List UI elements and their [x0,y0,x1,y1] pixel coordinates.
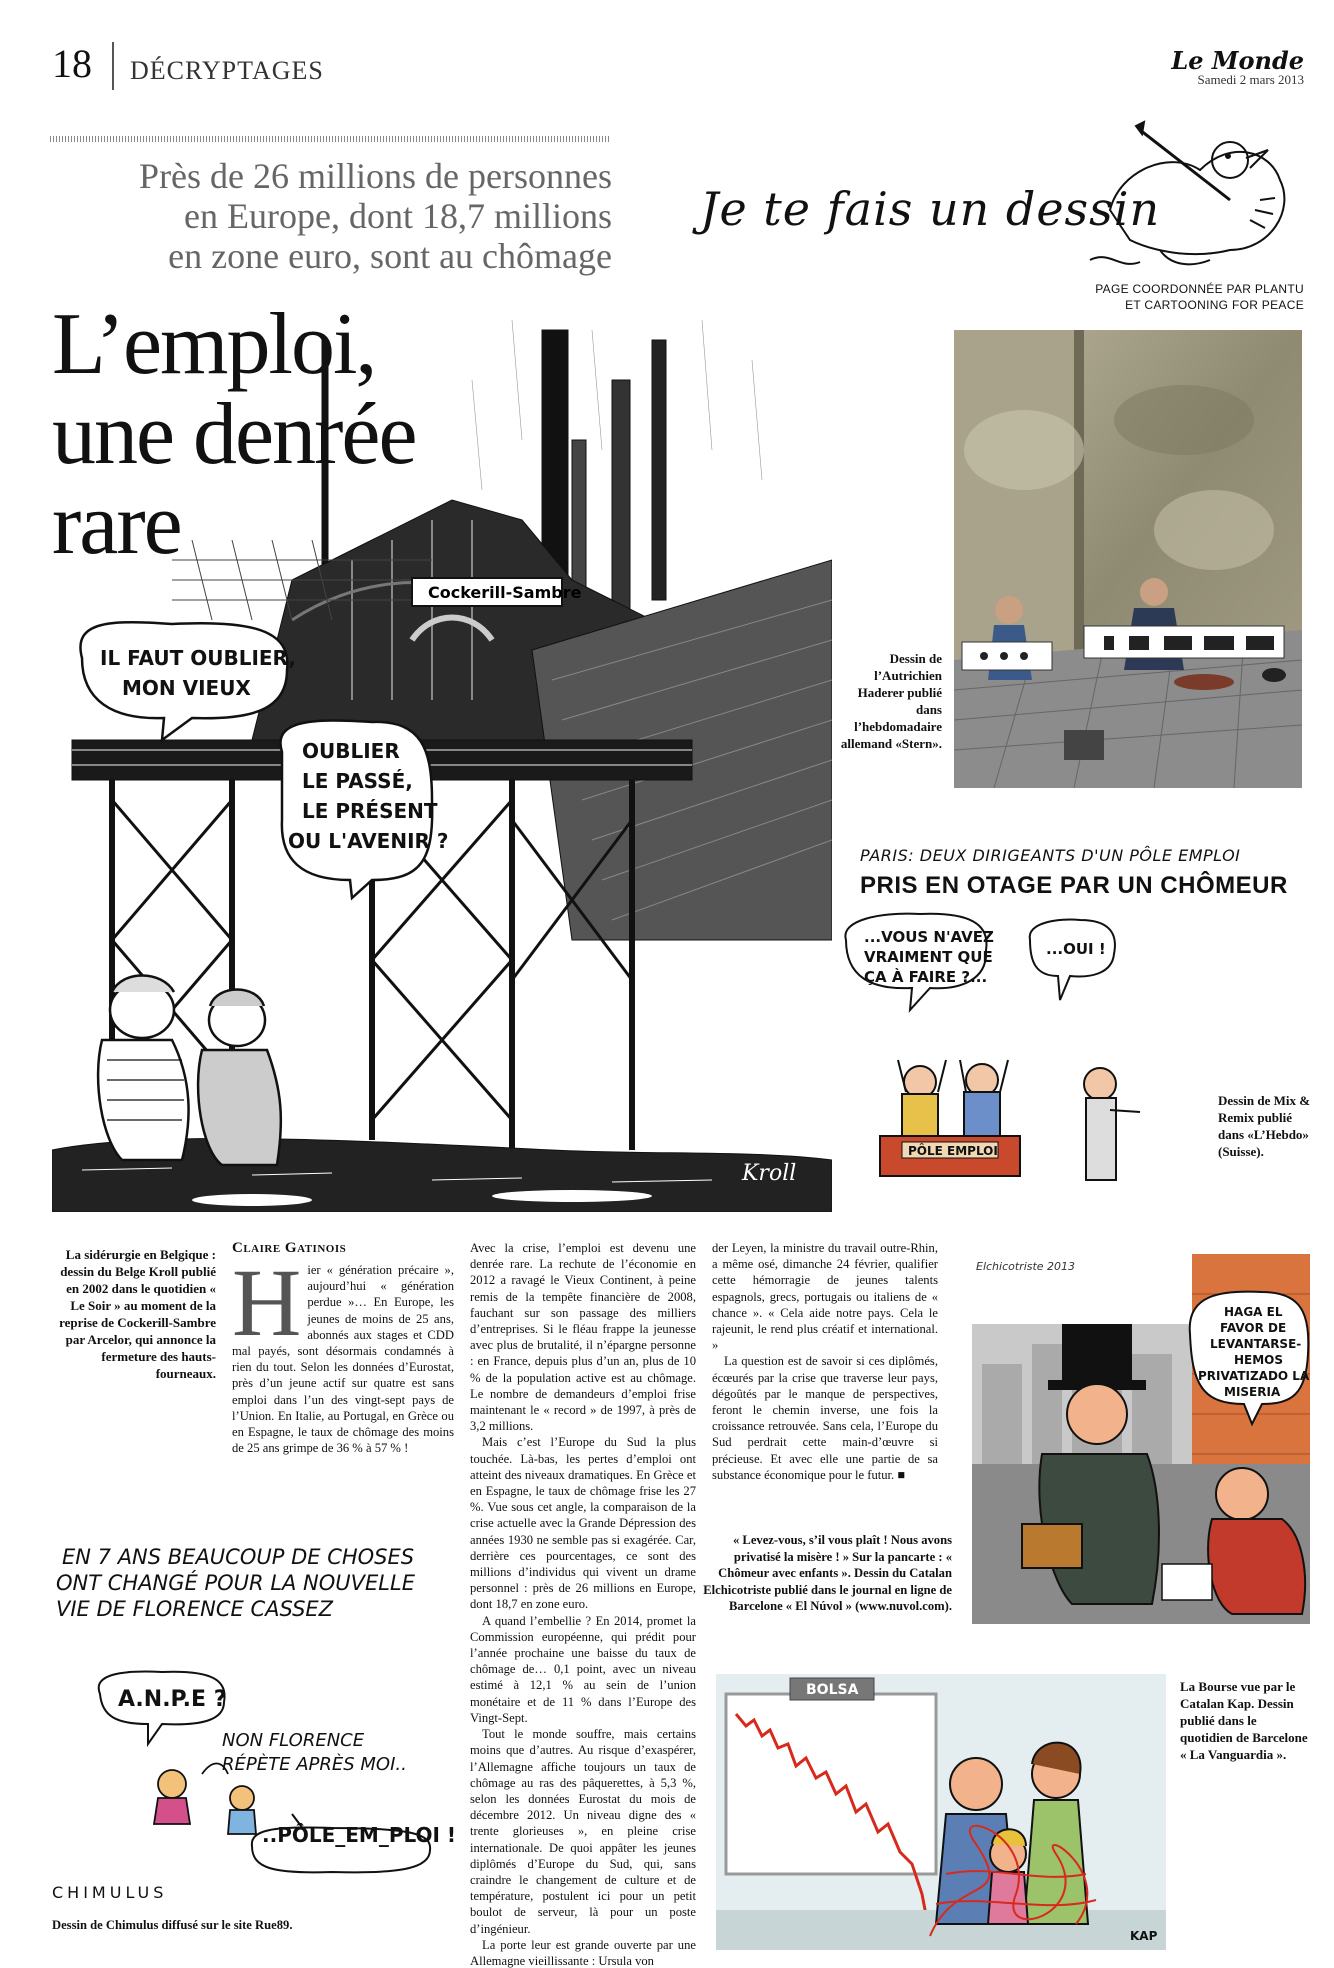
cartoon-header-line: ONT CHANGÉ POUR LA NOUVELLE [56,1571,415,1595]
bubble-text: OUBLIER [302,739,400,763]
elchicotriste-cartoon [962,1254,1310,1624]
kap-cartoon [716,1674,1166,1950]
cartoon-title: PRIS EN OTAGE PAR UN CHÔMEUR [860,872,1288,899]
artist-signature: CHIMULUS [52,1883,168,1902]
bubble-text: MON VIEUX [122,676,251,700]
bubble-text: ...OUI ! [1046,940,1106,958]
bubble-text: HEMOS [1234,1353,1284,1367]
header-divider [112,42,114,90]
chimulus-cartoon [52,1534,472,1910]
artist-credit: Elchicotriste 2013 [976,1260,1076,1273]
paragraph: Tout le monde souffre, mais certains moins que d’autres. Au risque d’exaspérer, l’Allemagne affiche toujours un taux de chômage au ras des pâquerettes, à 5,3 %, selon les données Eurostat du mois de décembre 2012. Un niveau digne des « trente glorieuses », en pleine crise internationale. De quoi appâter les jeunes diplômés d’Europe du Sud, qui, sans craindre le changement de culture et de température, postulent ici pour un petit boulot de serveur, là pour un poste d’ingénieur. [470,1727,696,1936]
drop-cap: H [232,1249,302,1356]
coordination-credit: ET CARTOONING FOR PEACE [1125,298,1304,312]
bubble-text: OU L'AVENIR ? [288,829,449,853]
feature-title: Je te fais un dessin [700,182,1161,236]
coordination-credit: PAGE COORDONNÉE PAR PLANTU [1095,282,1304,296]
paragraph: La porte leur est grande ouverte par une Allemagne vieillissante : Ursula von [470,1937,696,1968]
bubble-text: VRAIMENT QUE [864,948,993,966]
bubble-text: MISERIA [1224,1385,1281,1399]
paragraph: ier « génération précaire », aujourd’hui « génération perdue »… En Europe, les jeunes de moins de 25 ans, abonnés aux stages et CDD mal payés, sont désormais condamnés à rien du tout. Selon les données d’Eurostat, près d’un jeune actif sur quatre est sans emploi dans l’un des vingt-sept pays de l’Union. En Italie, au Portugal, en Grèce ou en Espagne, le taux de chômage des moins de 25 ans grimpe de 36 % à 57 % ! [232,1263,454,1456]
bubble-text: LEVANTARSE- [1210,1337,1302,1351]
bubble-text: NON FLORENCE [222,1730,365,1751]
headline-line: L’emploi, [52,296,376,393]
article-column-3 [712,1240,938,1483]
artist-signature: KAP [1130,1929,1158,1943]
subtitle [52,156,612,276]
subtitle-line: Près de 26 millions de personnes [139,156,612,196]
bubble-text: ÇA À FAIRE ?... [864,968,988,986]
desk-sign: PÔLE EMPLOI [908,1144,998,1158]
headline [52,296,512,573]
headline-line: rare [52,476,181,573]
paragraph: La question est de savoir si ces diplômés, écœurés par la crise que traverse leur pays, dégoûtés par le manque de perspectives, feront le chemin inverse, une fois la croissance retrouvée. Sans cela, l’Europe du Sud perdrait cette main-d’œuvre si précieuse. Et avec elle une partie de sa substance économique pour le futur. ■ [712,1354,938,1482]
top-rule [50,136,610,142]
chimulus-caption: Dessin de Chimulus diffusé sur le site Rue89. [52,1918,293,1932]
bubble-text: IL FAUT OUBLIER, [100,646,296,670]
kroll-caption: La sidérurgie en Belgique : dessin du Belge Kroll publié en 2002 dans le quotidien « Le Soir » au moment de la reprise de Cockerill-Sambre par Arcelor, qui annonce la fermeture des hauts-fourneaux. [59,1247,216,1381]
bird-with-pencil-illustration [1080,100,1310,275]
masthead-logo: Le Monde [1171,46,1304,75]
article-column-1 [232,1249,454,1456]
haderer-caption: Dessin de l’Autrichien Haderer publié dans l’hebdomadaire allemand «Stern». [840,651,942,751]
page-number: 18 [52,41,92,86]
bubble-text: LE PRÉSENT [302,799,438,823]
byline: Claire Gatinois [232,1240,347,1256]
paragraph: Avec la crise, l’emploi est devenu une denrée rare. La rechute de l’économie en 2012 a ravagé le Vieux Continent, à peine remis de la tempête financière de 2008, fauchant sur son passage des milliers d’entreprises. Si le fléau frappe la jeunesse avec plus de brutalité, il n’épargne personne : en France, depuis plus d’un an, plus de 10 % de la population active est au chômage. Le nombre de demandeurs d’emploi frise maintenant le « record » de 1997, à près de 3,2 millions. [470,1241,696,1434]
article-column-2 [470,1240,696,1968]
subtitle-line: en zone euro, sont au chômage [168,236,612,276]
bubble-text: ...VOUS N'AVEZ [864,928,994,946]
kap-caption: La Bourse vue par le Catalan Kap. Dessin publié dans le quotidien de Barcelone « La Vanguardia ». [1180,1679,1308,1762]
artist-signature: Kroll [742,1161,797,1186]
bubble-text: RÉPÈTE APRÈS MOI.. [222,1754,407,1775]
cartoon-header-line: VIE DE FLORENCE CASSEZ [56,1597,334,1621]
bubble-text: PRIVATIZADO LA [1198,1369,1310,1383]
elchicotriste-caption: « Levez-vous, s’il vous plaît ! Nous avons privatisé la misère ! » Sur la pancarte : « Chômeur avec enfants ». Dessin du Catalan Elchicotriste publié dans le journal en ligne de Barcelone « El Núvol » (www.nuvol.com). [703,1533,952,1613]
cartoon-title: PARIS: DEUX DIRIGEANTS D'UN PÔLE EMPLOI [860,846,1241,865]
mix-caption: Dessin de Mix & Remix publié dans «L’Hebdo» (Suisse). [1218,1093,1311,1159]
bubble-text: A.N.P.E ? [118,1687,227,1712]
bubble-text: FAVOR DE [1220,1321,1287,1335]
cartoon-header-line: EN 7 ANS BEAUCOUP DE CHOSES [62,1545,415,1569]
haderer-cartoon [954,330,1302,788]
board-title: BOLSA [806,1682,859,1698]
subtitle-line: en Europe, dont 18,7 millions [184,196,612,236]
headline-line: une denrée [52,386,416,483]
section-name: DÉCRYPTAGES [130,56,324,85]
paragraph: Mais c’est l’Europe du Sud la plus touchée. Là-bas, les pertes d’emploi ont atteint des niveaux dramatiques. En Grèce et en Espagne, le taux de chômage frise les 27 %. Vue sous cet angle, la comparaison de la crise actuelle avec la Grande Dépression des années 1930 ne semble pas si exagérée. Car, derrière ces pourcentages, ce sont des millions d’individus qui vivent un drame personnel : près de 26 millions en Europe, dont 18,7 en zone euro. [470,1435,696,1612]
bubble-text: ..PÔLE_EM_PLOI ! [262,1823,457,1847]
paragraph: A quand l’embellie ? En 2014, promet la Commission européenne, qui prédit pour l’année prochaine une baisse du taux de chômage de… 0,1 point, avec un niveau estimé à 12,1 % au sein de l’union monétaire et de 11 % dans l’Europe des Vingt-Sept. [470,1613,696,1725]
mix-remix-cartoon [840,910,1220,1210]
bubble-text: HAGA EL [1224,1305,1283,1319]
masthead-date: Samedi 2 mars 2013 [1197,72,1304,87]
factory-sign: Cockerill-Sambre [428,583,582,602]
bubble-text: LE PASSÉ, [302,769,413,793]
paragraph: der Leyen, la ministre du travail outre-Rhin, a même osé, dimanche 24 février, qualifier cette hémorragie de jeunes talents espagnols, grecs, portugais ou italiens de « chance ». « Cela aide notre pays. Cela le rajeunit, le rend plus créatif et international. » [712,1241,938,1353]
